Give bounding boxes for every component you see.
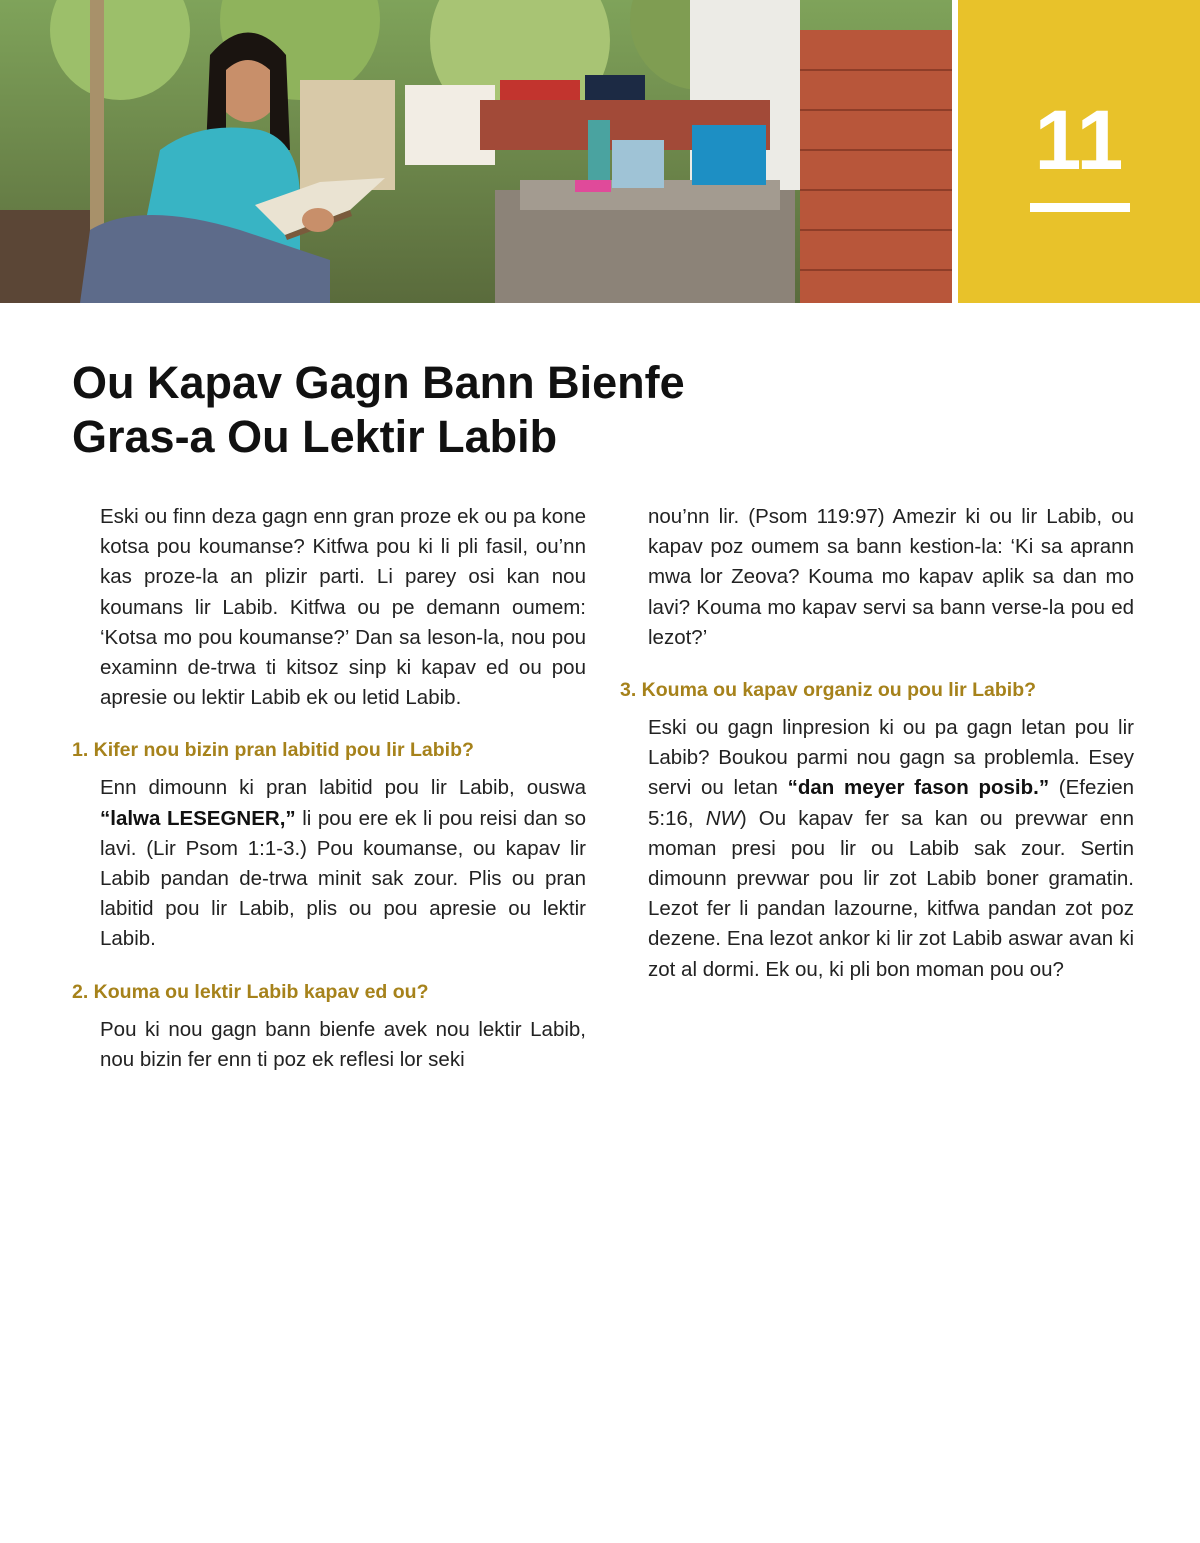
section-3-italic: NW: [705, 806, 740, 830]
section-1-heading: 1. Kifer nou bizin pran labitid pou lir Labib?: [72, 739, 474, 762]
section-2-body-b: nou’nn lir. (Psom 119:97) Amezir ki ou lir Labib, ou kapav poz oumem sa bann kestion-la: ‘Ki sa aprann mwa lor Zeova? Kouma mo kapav aplik sa dan mo lavi? Kouma mo kapav servi sa bann verse-la pou ed lezot?’: [648, 505, 1134, 649]
title-line-2: Gras-a Ou Lektir Labib: [72, 411, 558, 462]
section-2-heading: 2. Kouma ou lektir Labib kapav ed ou?: [72, 980, 429, 1003]
badge-underline: [1030, 203, 1130, 212]
section-3-body: [620, 713, 1134, 985]
section-3-emphasis: “dan meyer fason posib.”: [787, 776, 1050, 800]
lesson-number: 11: [1034, 93, 1124, 187]
intro-paragraph: Eski ou finn deza gagn enn gran proze ek ou pa kone kotsa pou koumanse? Kitfwa pou ki li pli fasil, ou’nn kas proze-la an plizir parti. Li parey osi kan nou koumans lir Labib. Kitfwa ou pe demann oumem: ‘Kotsa mo pou koumanse?’ Dan sa leson-la, nou pou examinn de-trwa ti kitsoz sinp ki kapav ed ou pou apresie ou lektir Labib ek ou letid Labib.: [100, 505, 586, 710]
section-1-emphasis: “lalwa LESEGNER,”: [100, 806, 296, 830]
section-1-body: [72, 773, 586, 954]
section-1-text-a: Enn dimounn ki pran labitid pou lir Labib, ouswa: [100, 776, 586, 800]
header-photo: [0, 0, 952, 303]
section-2-body-a: Pou ki nou gagn bann bienfe avek nou lektir Labib, nou bizin fer enn ti poz ek reflesi lor seki: [100, 1017, 586, 1071]
section-3-text-b: (Efezien 5:16,: [648, 776, 1134, 830]
right-column: [620, 502, 1134, 985]
section-3-text-a: Eski ou gagn linpresion ki ou pa gagn letan pou lir Labib? Boukou parmi nou gagn sa problemla. Esey servi ou letan: [648, 716, 1134, 800]
section-3-heading: 3. Kouma ou kapav organiz ou pou lir Labib?: [620, 679, 1037, 702]
lesson-title: [72, 356, 832, 464]
title-line-1: Ou Kapav Gagn Bann Bienfe: [72, 357, 685, 408]
section-1-text-b: li pou ere ek li pou reisi dan so lavi. (Lir Psom 1:1-3.) Pou koumanse, ou kapav lir Labib pandan de-trwa minit sak zour. Plis ou pran labitid pou lir Labib, plis ou pou apresie ou lektir Labib.: [100, 806, 586, 951]
section-3-text-c: ) Ou kapav fer sa kan ou prevwar enn moman presi pou lir ou Labib sak zour. Sertin dimounn prevwar pou lir zot Labib boner gramatin. Lezot fer li pandan lazourne, kitfwa pandan zot poz dezene. Ena lezot ankor ki lir zot Labib aswar avan ki zot al dormi. Ek ou, ki pli bon moman pou ou?: [648, 806, 1134, 981]
left-column: [72, 502, 586, 1075]
